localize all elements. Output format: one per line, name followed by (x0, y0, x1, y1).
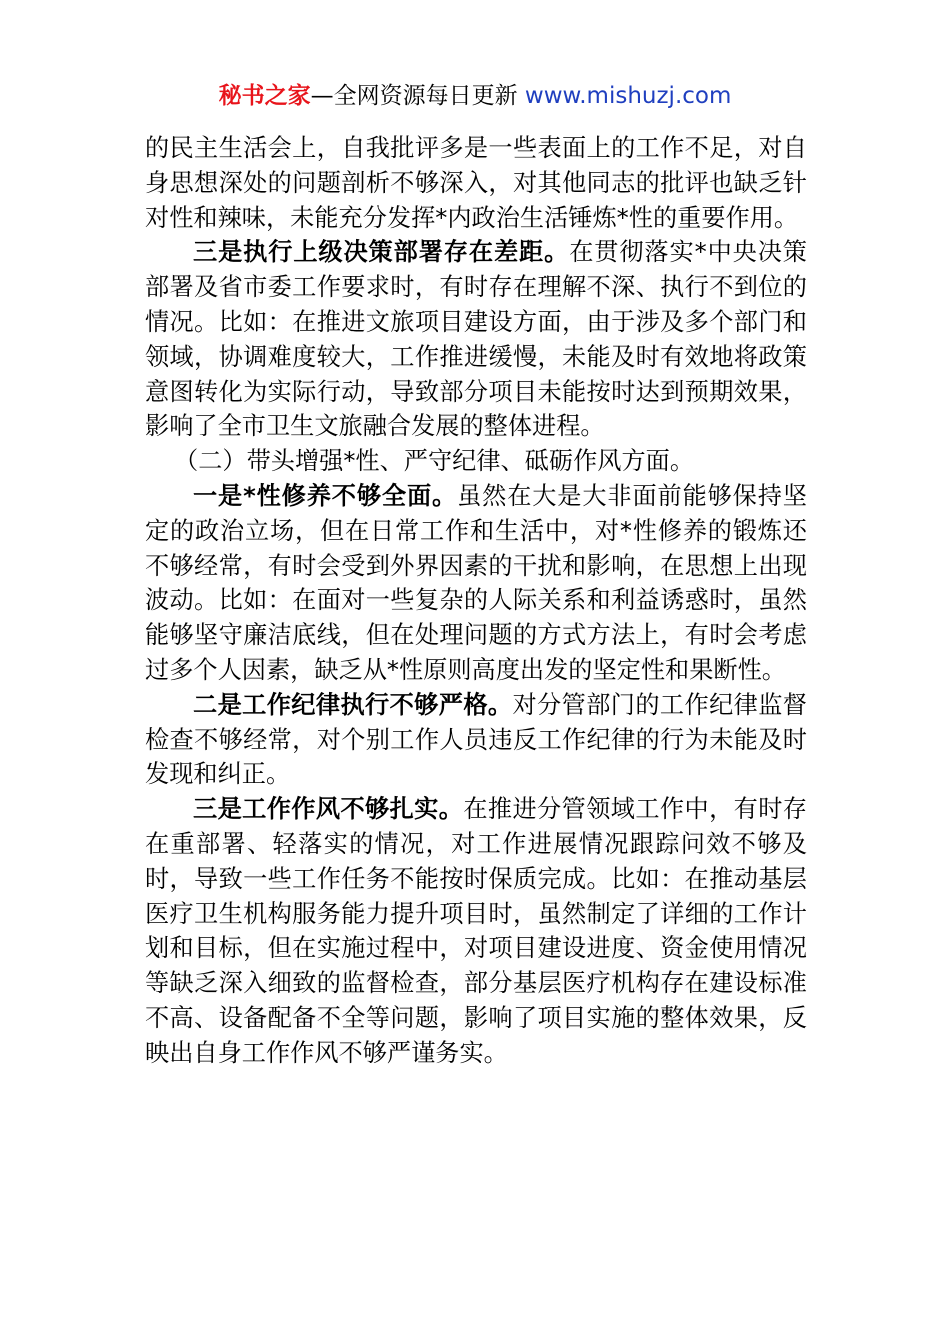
section-heading-text: （二）带头增强*性、严守纪律、砥砺作风方面。 (174, 447, 695, 476)
paragraph-text: 在贯彻落实*中央决策部署及省市委工作要求时，有时存在理解不深、执行不到位的情况。比如：在推进文旅项目建设方面，由于涉及多个部门和领域，协调难度较大，工作推进缓慢，未能及时有效地将政策意图转化为实际行动，导致部分项目未能按时达到预期效果，影响了全市卫生文旅融合发展的整体进程。 (145, 238, 807, 441)
paragraph-lead: 二是工作纪律执行不够严格。 (193, 690, 513, 719)
paragraph-item-2-discipline (145, 688, 807, 792)
paragraph-lead: 三是执行上级决策部署存在差距。 (193, 238, 570, 267)
paragraph-text: 在推进分管领域工作中，有时存在重部署、轻落实的情况，对工作进展情况跟踪问效不够及时，导致一些工作任务不能按时保质完成。比如：在推动基层医疗卫生机构服务能力提升项目时，虽然制定了详细的工作计划和目标，但在实施过程中，对项目建设进度、资金使用情况等缺乏深入细致的监督检查，部分基层医疗机构存在建设标准不高、设备配备不全等问题，影响了项目实施的整体效果，反映出自身工作作风不够严谨务实。 (145, 795, 807, 1067)
paragraph-item-3-work-style (145, 792, 807, 1070)
paragraph-item-1-cultivation (145, 479, 807, 688)
paragraph-text: 对分管部门的工作纪律监督检查不够经常，对个别工作人员违反工作纪律的行为未能及时发现和纠正。 (145, 690, 807, 789)
paragraph-item-3-policy (145, 235, 807, 444)
paragraph-lead: 三是工作作风不够扎实。 (193, 795, 464, 824)
header-tagline: —全网资源每日更新 (310, 83, 525, 109)
paragraph-text: 虽然在大是大非面前能够保持坚定的政治立场，但在日常工作和生活中，对*性修养的锻炼还不够经常，有时会受到外界因素的干扰和影响，在思想上出现波动。比如：在面对一些复杂的人际关系和利益诱惑时，虽然能够坚守廉洁底线，但在处理问题的方式方法上，有时会考虑过多个人因素，缺乏从*性原则高度出发的坚定性和果断性。 (145, 481, 807, 684)
header-site-link[interactable]: www.mishuzj.com (524, 83, 732, 109)
header-brand: 秘书之家 (218, 83, 311, 109)
paragraph-text: 的民主生活会上，自我批评多是一些表面上的工作不足，对自身思想深处的问题剖析不够深入，对其他同志的批评也缺乏针对性和辣味，未能充分发挥*内政治生活锤炼*性的重要作用。 (145, 134, 807, 232)
paragraph-lead: 一是*性修养不够全面。 (193, 481, 458, 510)
page-header (0, 80, 950, 112)
section-heading (145, 444, 807, 479)
document-body (145, 131, 807, 1071)
paragraph-continued (145, 131, 807, 235)
